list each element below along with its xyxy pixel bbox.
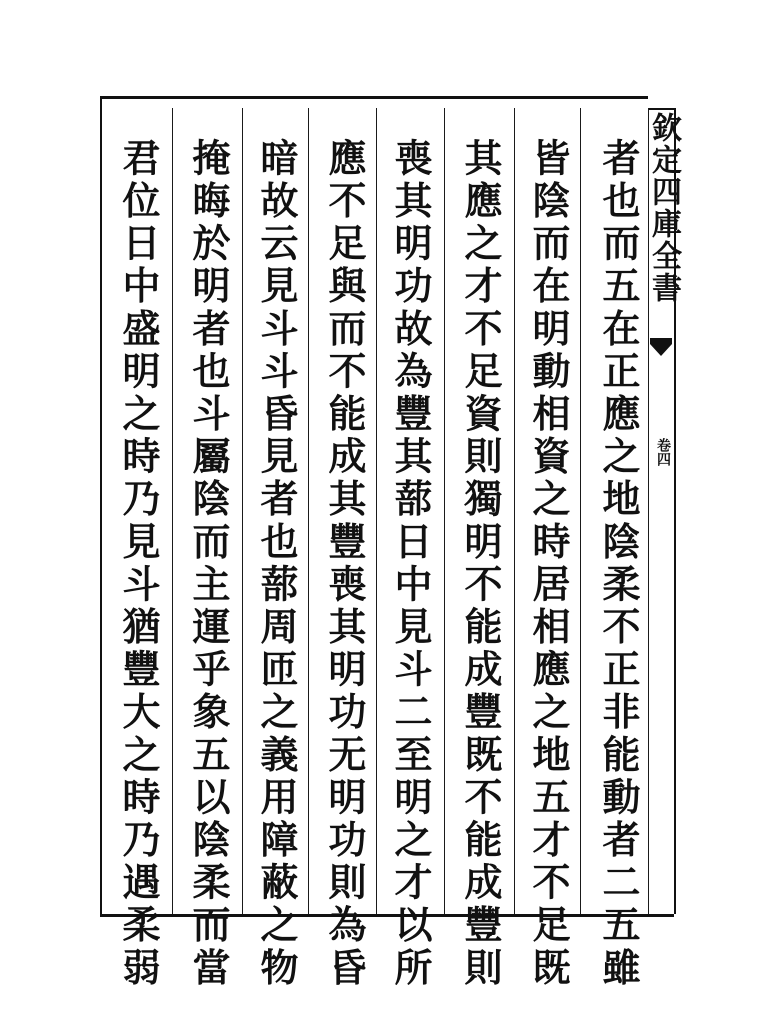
fishtail-mark-icon <box>650 338 672 360</box>
frame-top-border-banner <box>648 108 676 110</box>
frame-top-border <box>100 96 648 99</box>
column-rule <box>172 108 173 914</box>
text-column-7: 掩晦於明者也斗屬陰而主運乎象五以陰柔而當 <box>186 138 231 990</box>
text-column-4: 喪其明功故為豐其蔀日中見斗二至明之才以所 <box>388 138 433 990</box>
text-column-5: 應不足與而不能成其豐喪其明功无明功則為昏 <box>322 138 367 990</box>
banner-title: 欽定四庫全書 <box>646 112 681 304</box>
column-rule <box>242 108 243 914</box>
text-column-3: 其應之才不足資則獨明不能成豐既不能成豐則 <box>458 138 503 990</box>
volume-label: 卷四 <box>655 438 671 466</box>
column-rule <box>376 108 377 914</box>
column-rule <box>514 108 515 914</box>
column-rule <box>308 108 309 914</box>
column-rule <box>444 108 445 914</box>
edge-mark <box>674 508 684 536</box>
column-rule <box>580 108 581 914</box>
text-column-8: 君位日中盛明之時乃見斗猶豐大之時乃遇柔弱 <box>116 138 161 990</box>
text-column-1: 者也而五在正應之地陰柔不正非能動者二五雖 <box>596 138 641 990</box>
frame-left-border <box>100 96 102 914</box>
text-column-6: 暗故云見斗斗昏見者也蔀周匝之義用障蔽之物 <box>254 138 299 990</box>
text-column-2: 皆陰而在明動相資之時居相應之地五才不足既 <box>526 138 571 990</box>
